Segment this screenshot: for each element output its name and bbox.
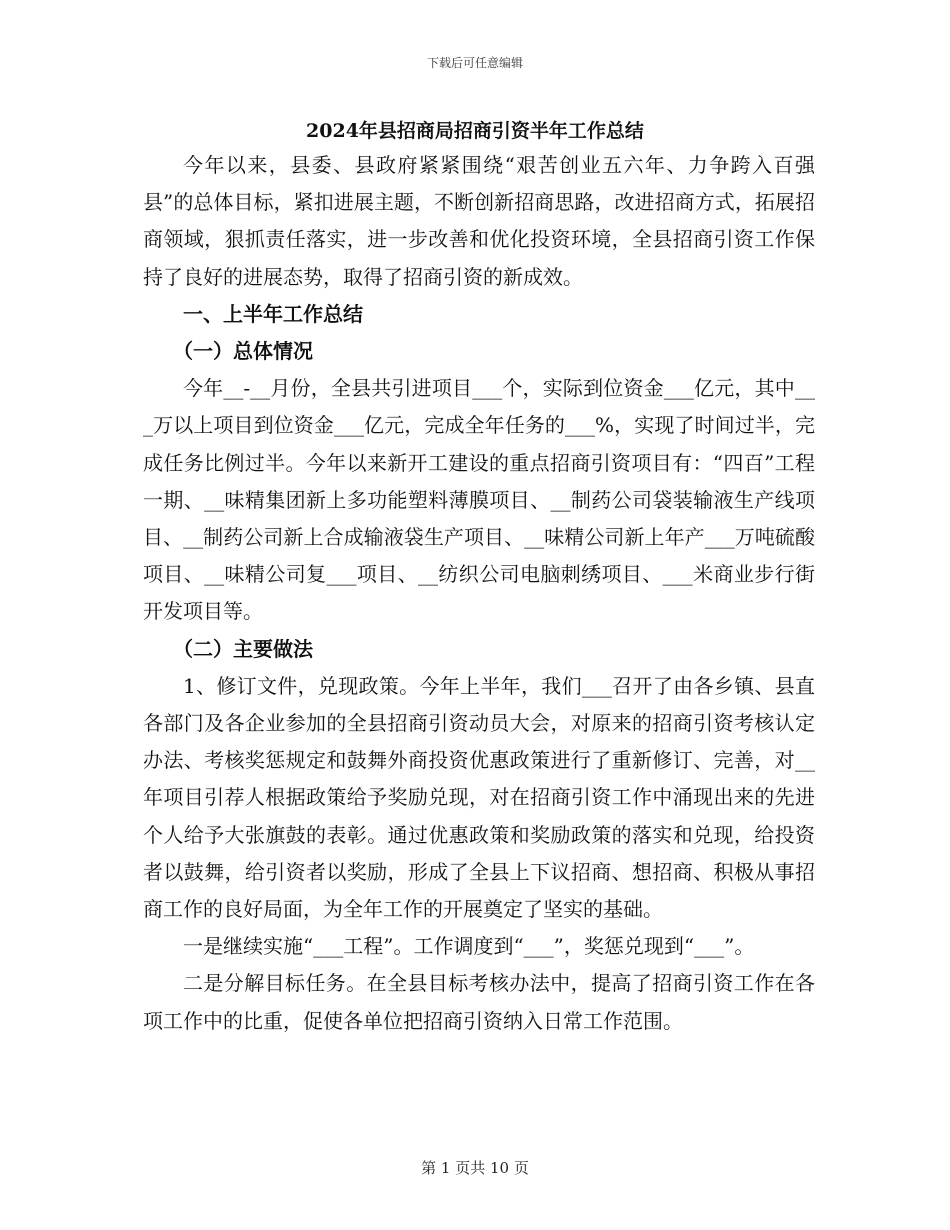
- document-body: [143, 147, 815, 1040]
- overview-paragraph: 今年__-__月份，全县共引进项目___个，实际到位资金___亿元，其中___万以上项目到位资金___亿元，完成全年任务的___%，实现了时间过半，完成任务比例过半。今年以来新开工建设的重点招商引资项目有：“四百”工程一期、__味精集团新上多功能塑料薄膜项目、__制药公司袋装输液生产线项目、__制药公司新上合成输液袋生产项目、__味精公司新上年产___万吨硫酸项目、__味精公司复___项目、__纺织公司电脑刺绣项目、___米商业步行街开发项目等。: [143, 376, 815, 624]
- page-footer: 第 1 页共 10 页: [421, 1159, 529, 1177]
- subsection-heading: （一）总体情况: [173, 339, 313, 364]
- measure-item-paragraph: 二是分解目标任务。在全县目标考核办法中，提高了招商引资工作在各项工作中的比重，促使各单位把招商引资纳入日常工作范围。: [143, 971, 815, 1033]
- measures-paragraph: 1、修订文件，兑现政策。今年上半年，我们___召开了由各乡镇、县直各部门及各企业参加的全县招商引资动员大会，对原来的招商引资考核认定办法、考核奖惩规定和鼓舞外商投资优惠政策进行了重新修订、完善，对__年项目引荐人根据政策给予奖励兑现，对在招商引资工作中涌现出来的先进个人给予大张旗鼓的表彰。通过优惠政策和奖励政策的落实和兑现，给投资者以鼓舞，给引资者以奖励，形成了全县上下议招商、想招商、积极从事招商工作的良好局面，为全年工作的开展奠定了坚实的基础。: [143, 673, 815, 922]
- section-heading: 一、上半年工作总结: [183, 301, 363, 326]
- document-title: 2024年县招商局招商引资半年工作总结: [306, 120, 644, 142]
- intro-paragraph: 今年以来，县委、县政府紧紧围绕“艰苦创业五六年、力争跨入百强县”的总体目标，紧扣进展主题，不断创新招商思路，改进招商方式，拓展招商领域，狠抓责任落实，进一步改善和优化投资环境，全县招商引资工作保持了良好的进展态势，取得了招商引资的新成效。: [143, 153, 815, 289]
- header-note: 下载后可任意编辑: [426, 56, 523, 70]
- subsection-heading: （二）主要做法: [173, 636, 313, 661]
- measure-item-paragraph: 一是继续实施“___工程”。工作调度到“___”，奖惩兑现到“___”。: [183, 934, 755, 959]
